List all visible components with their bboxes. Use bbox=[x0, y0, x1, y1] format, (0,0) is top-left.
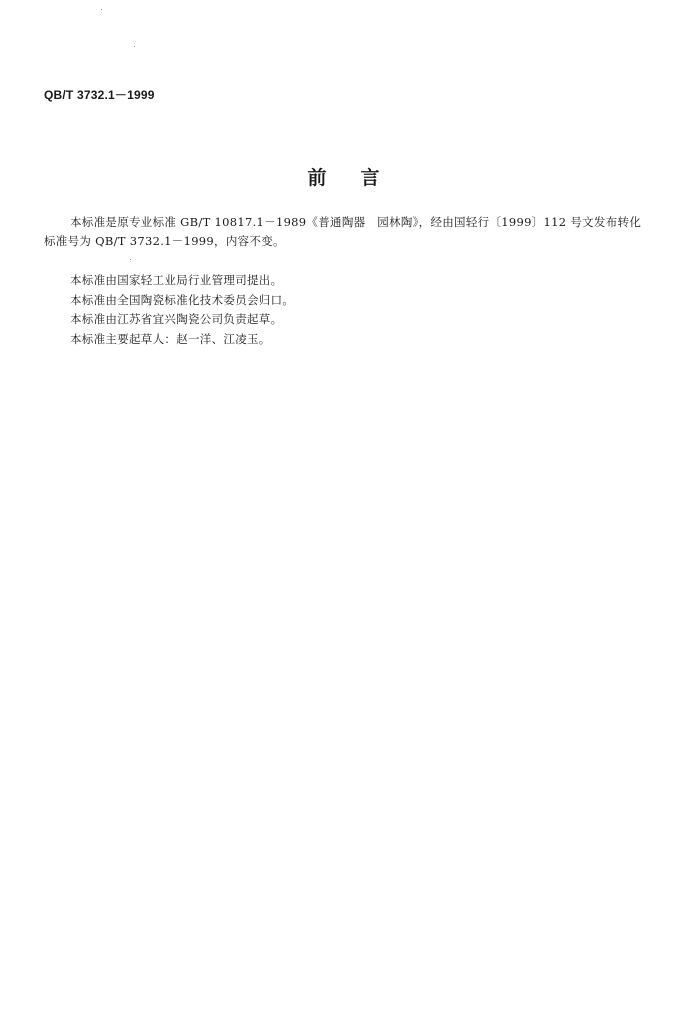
preface-statements bbox=[70, 271, 294, 349]
scan-speck bbox=[130, 259, 131, 260]
statement-drafters: 本标准主要起草人：赵一洋、江凌玉。 bbox=[70, 331, 271, 346]
statement-proposer: 本标准由国家轻工业局行业管理司提出。 bbox=[70, 273, 283, 287]
standard-code: QB/T 3732.1－1999 bbox=[44, 88, 155, 102]
scan-speck bbox=[134, 46, 135, 47]
preface-title: 前言 bbox=[307, 167, 414, 189]
preface-paragraph: 本标准是原专业标准 GB/T 10817.1－1989《普通陶器 园林陶》，经由国轻行〔1999〕112 号文发布转化标准号为 QB/T 3732.1－1999，内容不变。 bbox=[44, 215, 642, 248]
scan-speck bbox=[101, 9, 102, 10]
statement-drafting-unit: 本标准由江苏省宜兴陶瓷公司负责起草。 bbox=[70, 312, 283, 326]
statement-committee: 本标准由全国陶瓷标准化技术委员会归口。 bbox=[70, 292, 295, 307]
